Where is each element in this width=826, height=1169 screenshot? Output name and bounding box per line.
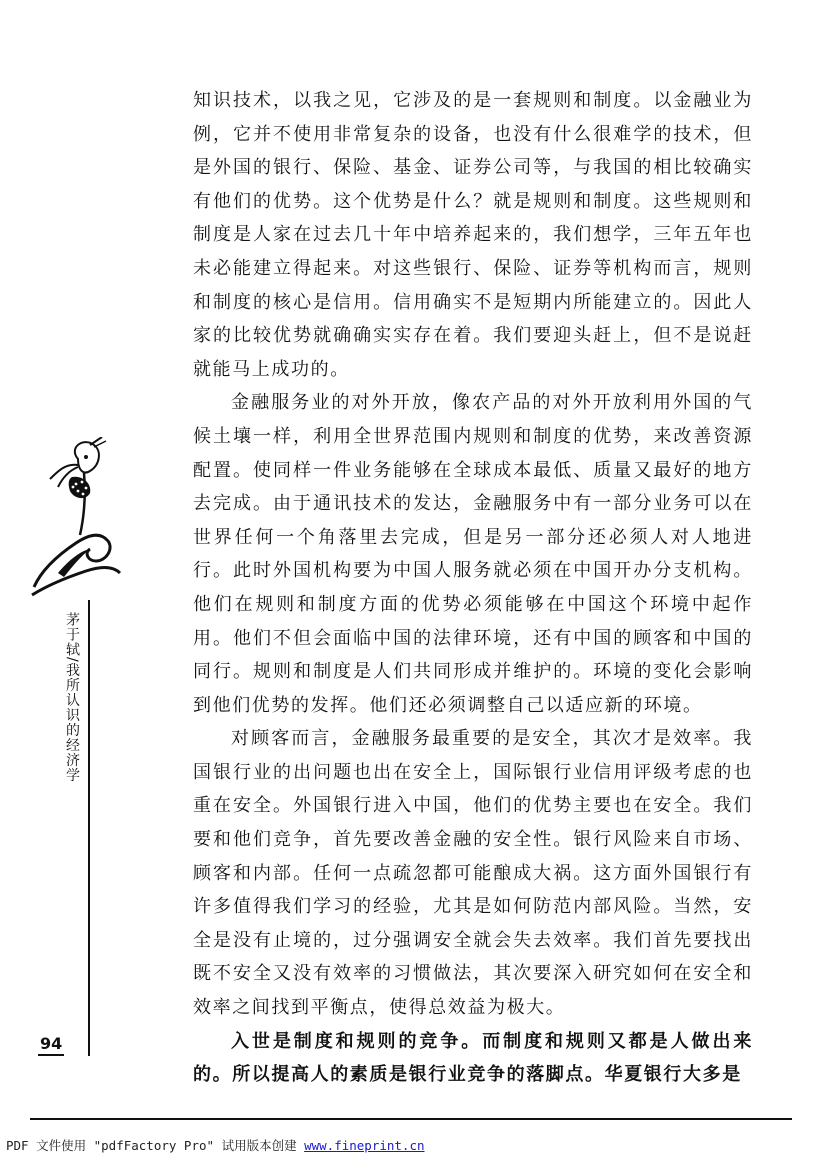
- side-divider: [88, 600, 90, 1056]
- book-title: 茅于轼/我所认识的经济学: [64, 612, 80, 783]
- paragraph: 对顾客而言，金融服务最重要的是安全，其次才是效率。我国银行业的出问题也出在安全上，国际银行业信用评级考虑的也重在安全。外国银行进入中国，他们的优势主要也在安全。我们要和他们竞争，首先要改善金融的安全性。银行风险来自市场、顾客和内部。任何一点疏忽都可能酿成大祸。这方面外国银行有许多值得我们学习的经验，尤其是如何防范内部风险。当然，安全是没有止境的，过分强调安全就会失去效率。我们首先要找出既不安全又没有效率的习惯做法，其次要深入研究如何在安全和效率之间找到平衡点，使得总效益为极大。: [193, 728, 753, 1019]
- paragraph: 金融服务业的对外开放，像农产品的对外开放利用外国的气候土壤一样，利用全世界范围内规则和制度的优势，来改善资源配置。使同样一件业务能够在全球成本最低、质量又最好的地方去完成。由于通讯技术的发达，金融服务中有一部分业务可以在世界任何一个角落里去完成，但是另一部分还必须人对人地进行。此时外国机构要为中国人服务就必须在中国开办分支机构。他们在规则和制度方面的优势必须能够在中国这个环境中起作用。他们不但会面临中国的法律环境，还有中国的顾客和中国的同行。规则和制度是人们共同形成并维护的。环境的变化会影响到他们优势的发挥。他们还必须调整自己以适应新的环境。: [193, 392, 753, 716]
- footer-divider: [30, 1118, 792, 1120]
- footer-text: PDF 文件使用 "pdfFactory Pro" 试用版本创建: [6, 1138, 305, 1153]
- body-text: [193, 84, 753, 1092]
- footer-link[interactable]: www.fineprint.cn: [304, 1138, 425, 1153]
- pdf-footer: [6, 1136, 425, 1154]
- paragraph: 知识技术，以我之见，它涉及的是一套规则和制度。以金融业为例，它并不使用非常复杂的设备，也没有什么很难学的技术，但是外国的银行、保险、基金、证券公司等，与我国的相比较确实有他们的优势。这个优势是什么？就是规则和制度。这些规则和制度是人家在过去几十年中培养起来的，我们想学，三年五年也未必能建立得起来。对这些银行、保险、证券等机构而言，规则和制度的核心是信用。信用确实不是短期内所能建立的。因此人家的比较优势就确确实实存在着。我们要迎头赶上，但不是说赶就能马上成功的。: [193, 90, 753, 380]
- page-number: 94: [38, 1034, 64, 1056]
- bird-on-wave-ornament-icon: [28, 437, 124, 602]
- paragraph: 入世是制度和规则的竞争。而制度和规则又都是人做出来的。所以提高人的素质是银行业竞争的落脚点。华夏银行大多是: [193, 1030, 753, 1086]
